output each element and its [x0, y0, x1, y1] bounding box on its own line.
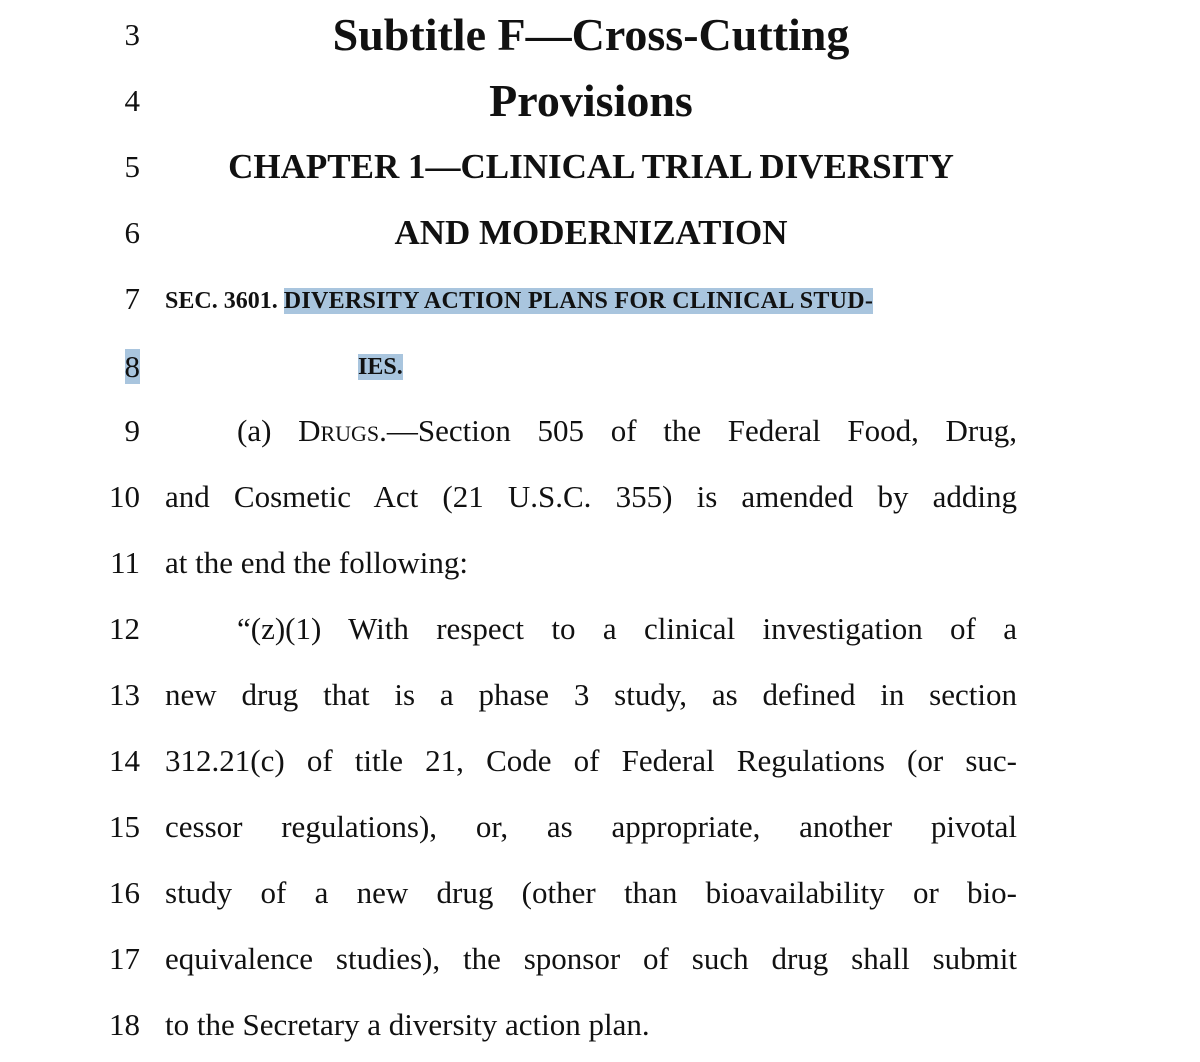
line-number: 11	[110, 545, 140, 580]
line-number: 10	[109, 479, 140, 514]
line-number: 13	[109, 677, 140, 712]
section-title-cont	[358, 334, 658, 400]
line-number: 15	[109, 809, 140, 844]
paragraph-line: cessor regulations), or, as appropriate, another pivotal	[165, 809, 1017, 844]
line-number: 6	[124, 215, 140, 250]
paragraph-line: 312.21(c) of title 21, Code of Federal Regulations (or suc-	[165, 743, 1017, 778]
line-number: 5	[124, 149, 140, 184]
paragraph-line: and Cosmetic Act (21 U.S.C. 355) is amended by adding	[165, 479, 1017, 514]
paragraph-line: “(z)(1) With respect to a clinical investigation of a	[237, 611, 1017, 646]
section-heading	[165, 268, 1017, 334]
line-number: 3	[124, 17, 140, 52]
paragraph-line	[237, 398, 1017, 464]
section-title-selected-cont[interactable]: IES.	[358, 354, 403, 380]
section-title-selected[interactable]: DIVERSITY ACTION PLANS FOR CLINICAL STUD-	[283, 288, 874, 314]
line-number: 12	[109, 611, 140, 646]
line-number: 17	[109, 941, 140, 976]
subsection-heading: Drugs	[298, 413, 380, 448]
paragraph-line: to the Secretary a diversity action plan.	[165, 1007, 650, 1042]
paragraph-label: (a)	[237, 413, 299, 448]
section-number: SEC. 3601.	[165, 288, 278, 314]
chapter-heading-cont: AND MODERNIZATION	[394, 213, 788, 252]
line-number: 18	[109, 1007, 140, 1042]
paragraph-text: .—Section 505 of the Federal Food, Drug,	[379, 413, 1017, 448]
line-number: 4	[124, 83, 140, 118]
subtitle-heading-cont: Provisions	[489, 75, 693, 126]
line-number-text: 8	[124, 349, 140, 384]
line-number: 14	[109, 743, 140, 778]
subtitle-heading: Subtitle F—Cross-Cutting	[332, 9, 850, 60]
line-number: 9	[124, 413, 140, 448]
line-number-highlighted	[60, 334, 140, 400]
paragraph-line: equivalence studies), the sponsor of such drug shall submit	[165, 941, 1017, 976]
line-number: 7	[124, 281, 140, 316]
paragraph-line: at the end the following:	[165, 545, 469, 580]
chapter-heading: CHAPTER 1—CLINICAL TRIAL DIVERSITY	[228, 147, 954, 186]
paragraph-line: new drug that is a phase 3 study, as defined in section	[165, 677, 1017, 712]
line-number: 16	[109, 875, 140, 910]
paragraph-line: study of a new drug (other than bioavailability or bio-	[165, 875, 1017, 910]
